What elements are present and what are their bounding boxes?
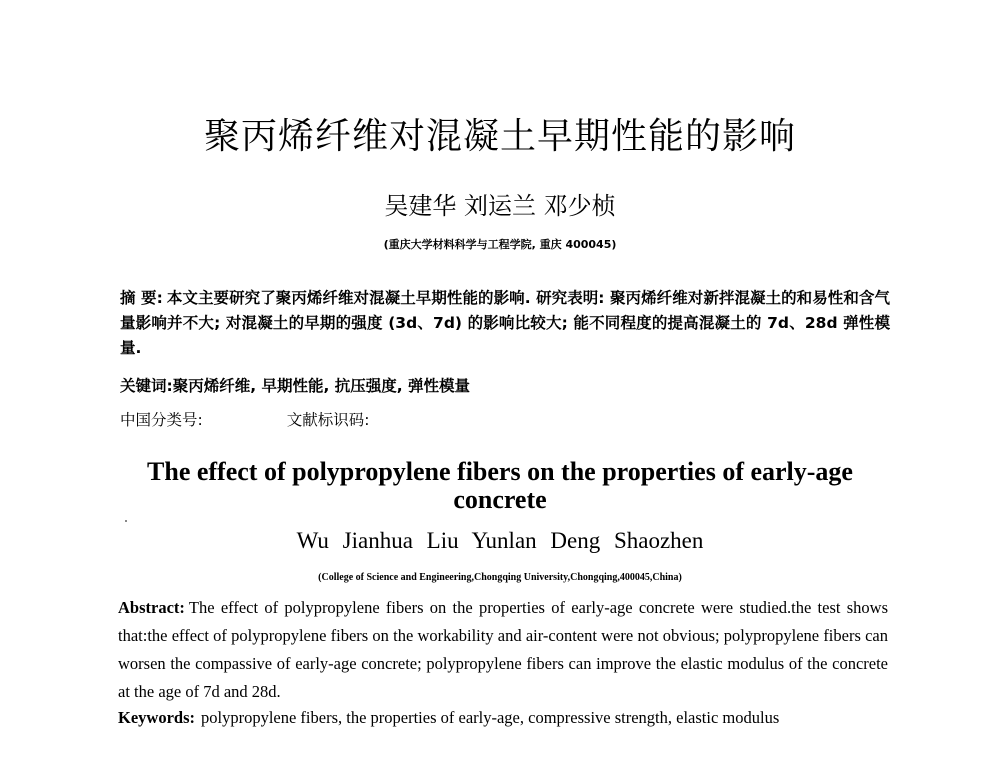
chinese-abstract-text: 本文主要研究了聚丙烯纤维对混凝土早期性能的影响. 研究表明: 聚丙烯纤维对新拌混凝土的和易性和含气量影响并不大; 对混凝土的早期的强度 (3d、7d) 的影响比较大; 能不同程度的提高混凝土的 7d、28d 弹性模量. — [120, 289, 890, 357]
english-abstract-text: The effect of polypropylene fibers on the properties of early-age concrete were studied.the test shows that:the effect of polypropylene fibers on the workability and air-content were not obvious; polypropylene fibers can worsen the compassive of early-age concrete; polypropylene fibers can improve the elastic modulus of the concrete at the age of 7d and 28d. — [118, 598, 888, 701]
chinese-keywords-label: 关键词: — [120, 377, 173, 395]
english-title: The effect of polypropylene fibers on the properties of early-age concrete — [147, 457, 853, 514]
chinese-affiliation: (重庆大学材料科学与工程学院, 重庆 400045) — [383, 238, 617, 251]
english-abstract — [118, 594, 888, 706]
english-keywords-text: polypropylene fibers, the properties of early-age, compressive strength, elastic modulus — [201, 708, 780, 727]
english-affiliation: (College of Science and Engineering,Chongqing University,Chongqing,400045,China) — [318, 572, 682, 583]
english-abstract-label: Abstract: — [118, 598, 185, 617]
chinese-title: 聚丙烯纤维对混凝土早期性能的影响 — [203, 116, 796, 157]
chinese-abstract — [120, 286, 890, 361]
english-keywords-label: Keywords: — [118, 708, 195, 727]
chinese-keywords — [120, 374, 890, 398]
document-code-label: 文献标识码: — [286, 411, 370, 429]
class-number-label: 中国分类号: — [120, 411, 203, 429]
chinese-keywords-text: 聚丙烯纤维, 早期性能, 抗压强度, 弹性模量 — [172, 377, 471, 395]
english-authors: Wu Jianhua Liu Yunlan Deng Shaozhen — [296, 528, 704, 553]
english-keywords — [118, 706, 898, 730]
scan-speck — [125, 520, 127, 522]
chinese-authors: 吴建华 刘运兰 邓少桢 — [384, 192, 616, 220]
chinese-abstract-label: 摘 要: — [120, 289, 163, 307]
classification-line — [120, 408, 890, 432]
